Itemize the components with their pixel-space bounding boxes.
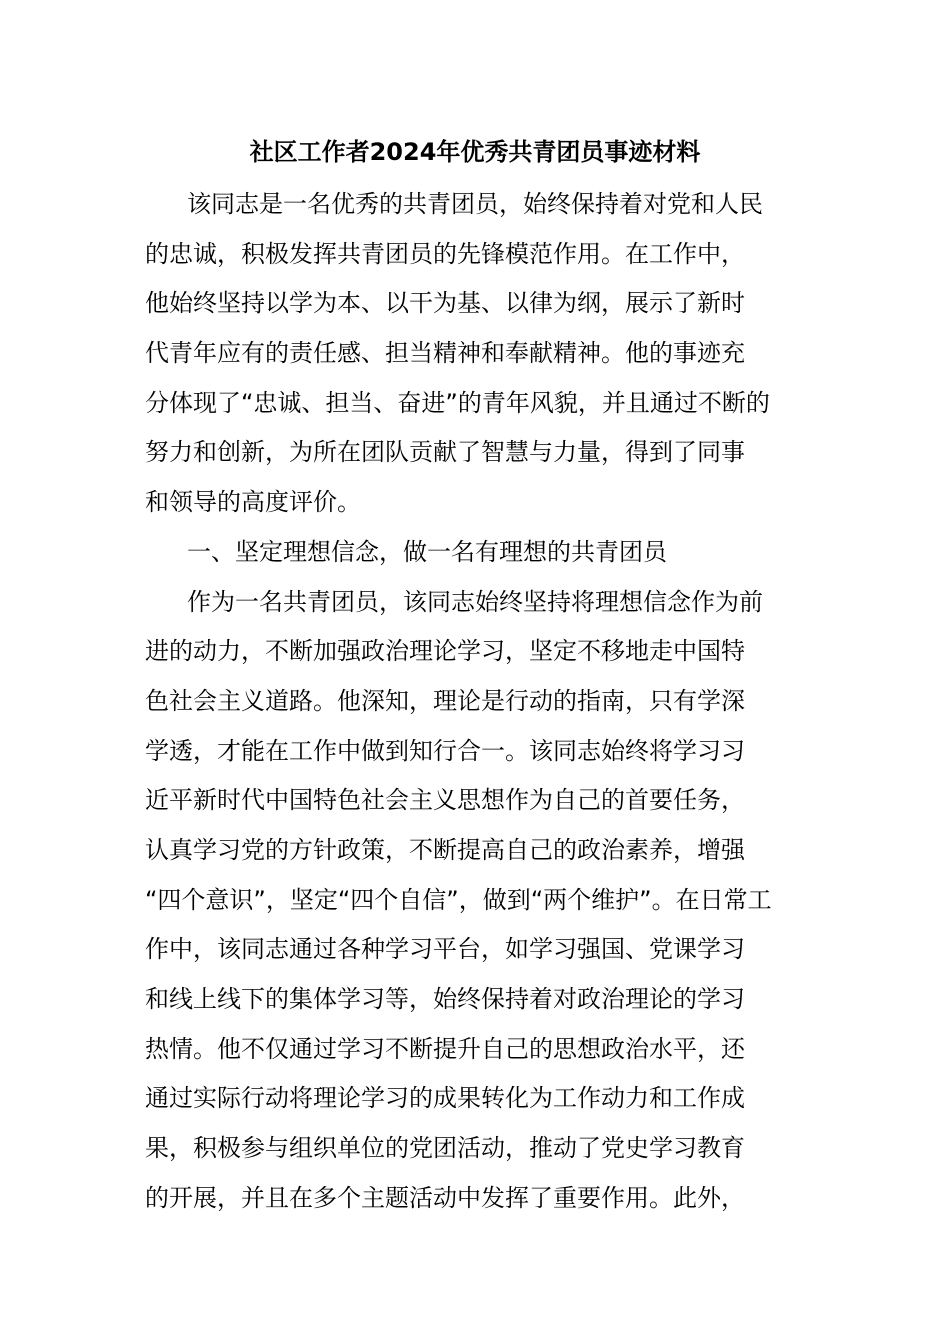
- paragraph-line: 通过实际行动将理论学习的成果转化为工作动力和工作成: [145, 1084, 745, 1113]
- paragraph-line: 作中，该同志通过各种学习平台，如学习强国、党课学习: [145, 935, 745, 964]
- paragraph-line: 和领导的高度评价。: [145, 488, 361, 517]
- paragraph-line: 努力和创新，为所在团队贡献了智慧与力量，得到了同事: [145, 438, 745, 467]
- paragraph-line: 的开展，并且在多个主题活动中发挥了重要作用。此外，: [145, 1183, 745, 1212]
- paragraph-line: 分体现了“忠诚、担当、奋进”的青年风貌，并且通过不断的: [145, 388, 770, 417]
- section-heading: 一、坚定理想信念，做一名有理想的共青团员: [187, 537, 667, 566]
- paragraph-line: 该同志是一名优秀的共青团员，始终保持着对党和人民: [187, 190, 763, 218]
- paragraph-line: 学透，才能在工作中做到知行合一。该同志始终将学习习: [145, 736, 745, 765]
- document-body: [145, 180, 807, 1223]
- paragraph-line: 果，积极参与组织单位的党团活动，推动了党史学习教育: [145, 1134, 745, 1163]
- paragraph-line: 他始终坚持以学为本、以干为基、以律为纲，展示了新时: [145, 289, 745, 318]
- paragraph-line: 色社会主义道路。他深知，理论是行动的指南，只有学深: [145, 686, 745, 715]
- paragraph-line: 热情。他不仅通过学习不断提升自己的思想政治水平，还: [145, 1034, 745, 1063]
- paragraph-line: 作为一名共青团员，该同志始终坚持将理想信念作为前: [187, 587, 763, 616]
- document-title: 社区工作者2024年优秀共青团员事迹材料: [249, 138, 701, 166]
- paragraph-line: 的忠诚，积极发挥共青团员的先锋模范作用。在工作中，: [145, 239, 745, 268]
- paragraph-line: 认真学习党的方针政策，不断提高自己的政治素养，增强: [145, 835, 745, 864]
- paragraph-line: 代青年应有的责任感、担当精神和奉献精神。他的事迹充: [145, 339, 745, 368]
- paragraph-line: “四个意识”，坚定“四个自信”，做到“两个维护”。在日常工: [145, 885, 772, 914]
- paragraph-line: 近平新时代中国特色社会主义思想作为自己的首要任务，: [145, 786, 745, 815]
- paragraph-line: 进的动力，不断加强政治理论学习，坚定不移地走中国特: [145, 637, 745, 666]
- paragraph-line: 和线上线下的集体学习等，始终保持着对政治理论的学习: [145, 985, 745, 1013]
